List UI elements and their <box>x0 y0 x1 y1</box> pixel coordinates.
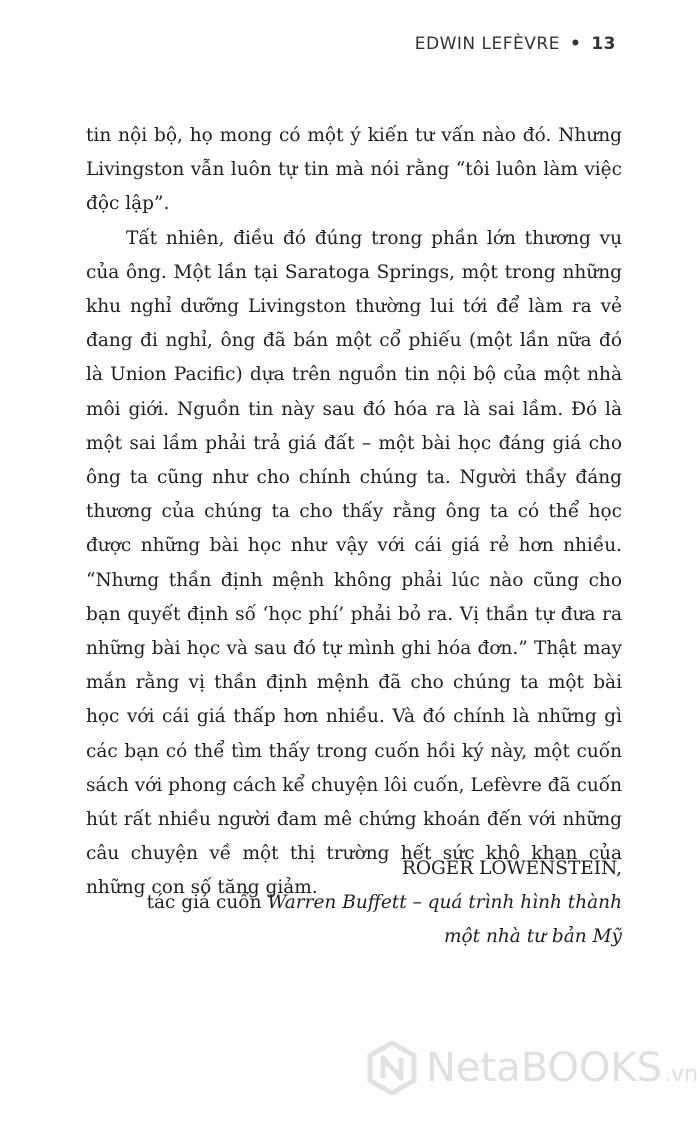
watermark-brand: NetaBOOKS <box>426 1045 663 1091</box>
book-title-line-1: Warren Buffett – quá trình hình thành <box>267 892 622 914</box>
running-head-bullet: • <box>569 34 582 54</box>
watermark <box>364 1040 698 1096</box>
running-head <box>415 34 616 54</box>
paragraph-2: Tất nhiên, điều đó đúng trong phần lớn thương vụ của ông. Một lần tại Saratoga Springs, một trong những khu nghỉ dưỡng Livingston thường lui tới để làm ra vẻ đang đi nghỉ, ông đã bán một cổ phiếu (một lần nữa đó là Union Pacific) dựa trên nguồn tin nội bộ của một nhà môi giới. Nguồn tin này sau đó hóa ra là sai lầm. Đó là một sai lầm phải trả giá đất – một bài học đáng giá cho ông ta cũng như cho chính chúng ta. Người thầy đáng thương của chúng ta cho thấy rằng ông ta có thể học được những bài học như vậy với cái giá rẻ hơn nhiều. “Nhưng thần định mệnh không phải lúc nào cũng cho bạn quyết định số ‘học phí’ phải bỏ ra. Vị thần tự đưa ra những bài học và sau đó tự mình ghi hóa đơn.” Thật may mắn rằng vị thần định mệnh đã cho chúng ta một bài học với cái giá thấp hơn nhiều. Và đó chính là những gì các bạn có thể tìm thấy trong cuốn hồi ký này, một cuốn sách với phong cách kể chuyện lôi cuốn, Lefèvre đã cuốn hút rất nhiều người đam mê chứng khoán đến với những câu chuyện về một thị trường hết sức khô khan của những con số tăng giảm. <box>86 227 622 899</box>
signature-name: ROGER LOWENSTEIN, <box>401 858 622 879</box>
signature-credit <box>86 886 622 920</box>
signature-credit-2 <box>86 920 622 954</box>
paragraph-1: tin nội bộ, họ mong có một ý kiến tư vấn nào đó. Nhưng Livingston vẫn luôn tự tin mà nói rằng “tôi luôn làm việc độc lập”. <box>86 125 622 215</box>
signature-prefix: tác giả cuốn <box>146 892 268 914</box>
watermark-suffix: .vn <box>664 1061 699 1087</box>
running-head-author: EDWIN LEFÈVRE <box>414 34 560 54</box>
page-number: 13 <box>591 34 616 54</box>
neta-logo-icon <box>364 1040 420 1096</box>
signature-block <box>86 852 622 955</box>
book-title-line-2: một nhà tư bản Mỹ <box>443 926 622 948</box>
body-text <box>86 119 622 906</box>
